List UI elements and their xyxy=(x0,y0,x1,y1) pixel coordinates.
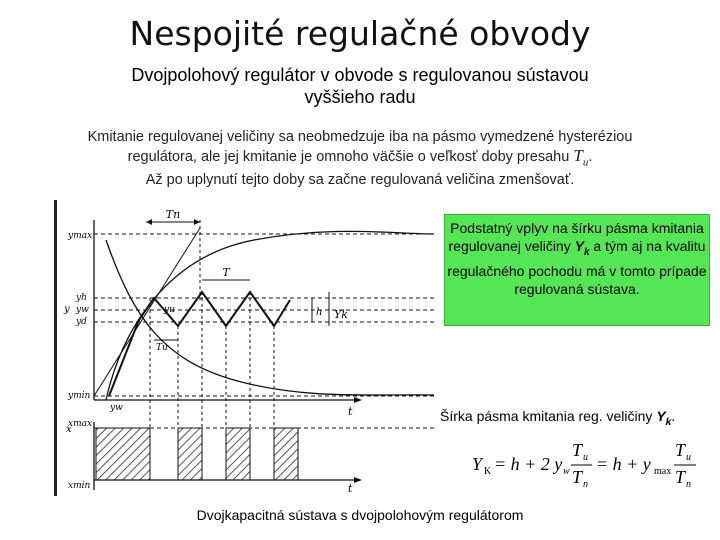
x-axis-label: x xyxy=(66,424,72,435)
t-bottom-label: t xyxy=(348,482,353,495)
ymin-label: ymin xyxy=(68,391,91,401)
yk-subscript: k xyxy=(583,246,590,258)
pulse-3 xyxy=(226,428,250,480)
yh-label: yh xyxy=(76,293,87,303)
influence-note xyxy=(444,214,710,326)
influence-note-end: a tým aj na kvalitu regulačného pochodu má v tomto prípade regulovaná sústava. xyxy=(447,238,707,297)
yu-label: yu xyxy=(164,305,175,315)
paragraph-line-1: Kmitanie regulovanej veličiny sa neobmedzuje iba na pásmo vymedzené hysteréziou xyxy=(87,129,633,145)
yk-formula xyxy=(460,436,710,492)
formula-frac1-num: T xyxy=(572,440,583,460)
formula-frac2-den: T xyxy=(675,467,686,487)
t-top-label: t xyxy=(348,405,353,418)
formula-lhs-sub: K xyxy=(484,466,492,477)
figure-caption: Dvojkapacitná sústava s dvojpolohovým regulátorom xyxy=(196,507,524,523)
tu-symbol xyxy=(573,145,589,168)
band-width-label xyxy=(440,408,715,428)
formula-eq1: = h + 2 y xyxy=(494,454,563,474)
tu-letter: T xyxy=(573,145,583,165)
paragraph-line-2 xyxy=(40,147,680,172)
formula-max-sub: max xyxy=(654,466,672,477)
tu-label: Tu xyxy=(156,343,168,353)
influence-note-text: Podstatný vplyv na šírku pásma kmitania regulovanej veličiny xyxy=(448,220,704,254)
band-width-text: Šírka pásma kmitania reg. veličiny xyxy=(440,408,657,424)
formula-frac2-num: T xyxy=(675,440,686,460)
yk-letter: Y xyxy=(574,238,584,254)
page-title: Nespojité regulačné obvody xyxy=(129,14,591,53)
paragraph-line-2-text: regulátora, ale jej kmitanie je omnoho väčšie o veľkosť doby presahu xyxy=(127,148,574,165)
formula-frac2-den-sub: n xyxy=(686,479,691,490)
subtitle: Dvojpolohový regulátor v obvode s regulovanou sústavou vyššieho radu xyxy=(131,65,589,107)
period-label: T xyxy=(222,266,230,279)
formula-frac2-num-sub: u xyxy=(686,452,691,463)
y-axis-label: y xyxy=(64,304,70,315)
band-width-end: . xyxy=(671,408,676,424)
formula-w-sub: w xyxy=(563,466,570,477)
paragraph-line-3: Až po uplynutí tejto doby sa začne regulovaná veličina zmenšovať. xyxy=(145,172,575,189)
yk-label: Yk xyxy=(334,308,348,321)
control-response-diagram xyxy=(54,200,442,496)
yw-bottom-label: yw xyxy=(110,403,123,413)
yw-label: yw xyxy=(76,305,89,315)
tu-subscript: u xyxy=(582,155,589,168)
ymax-label: ymax xyxy=(68,231,93,241)
formula-frac1-den-sub: n xyxy=(583,479,588,490)
formula-frac1-num-sub: u xyxy=(583,452,588,463)
xmax-label: xmax xyxy=(68,419,93,429)
h-label: h xyxy=(316,307,323,318)
pulse-1 xyxy=(96,428,150,480)
formula-eq2: = h + y xyxy=(596,454,651,474)
description-paragraph xyxy=(40,128,680,190)
paragraph-line-2-end: . xyxy=(588,148,593,165)
pulse-4 xyxy=(274,428,298,480)
tn-label: Tn xyxy=(165,208,181,221)
band-yk-subscript: k xyxy=(665,416,672,428)
band-yk-symbol xyxy=(656,408,672,428)
xmin-label: xmin xyxy=(68,481,91,491)
figure-left-border xyxy=(54,200,57,496)
formula-lhs: Y xyxy=(472,454,483,474)
yk-symbol xyxy=(574,238,590,258)
formula-frac1-den: T xyxy=(572,467,583,487)
pulse-2 xyxy=(178,428,202,480)
band-yk-letter: Y xyxy=(656,408,666,424)
yd-label: yd xyxy=(76,317,87,327)
